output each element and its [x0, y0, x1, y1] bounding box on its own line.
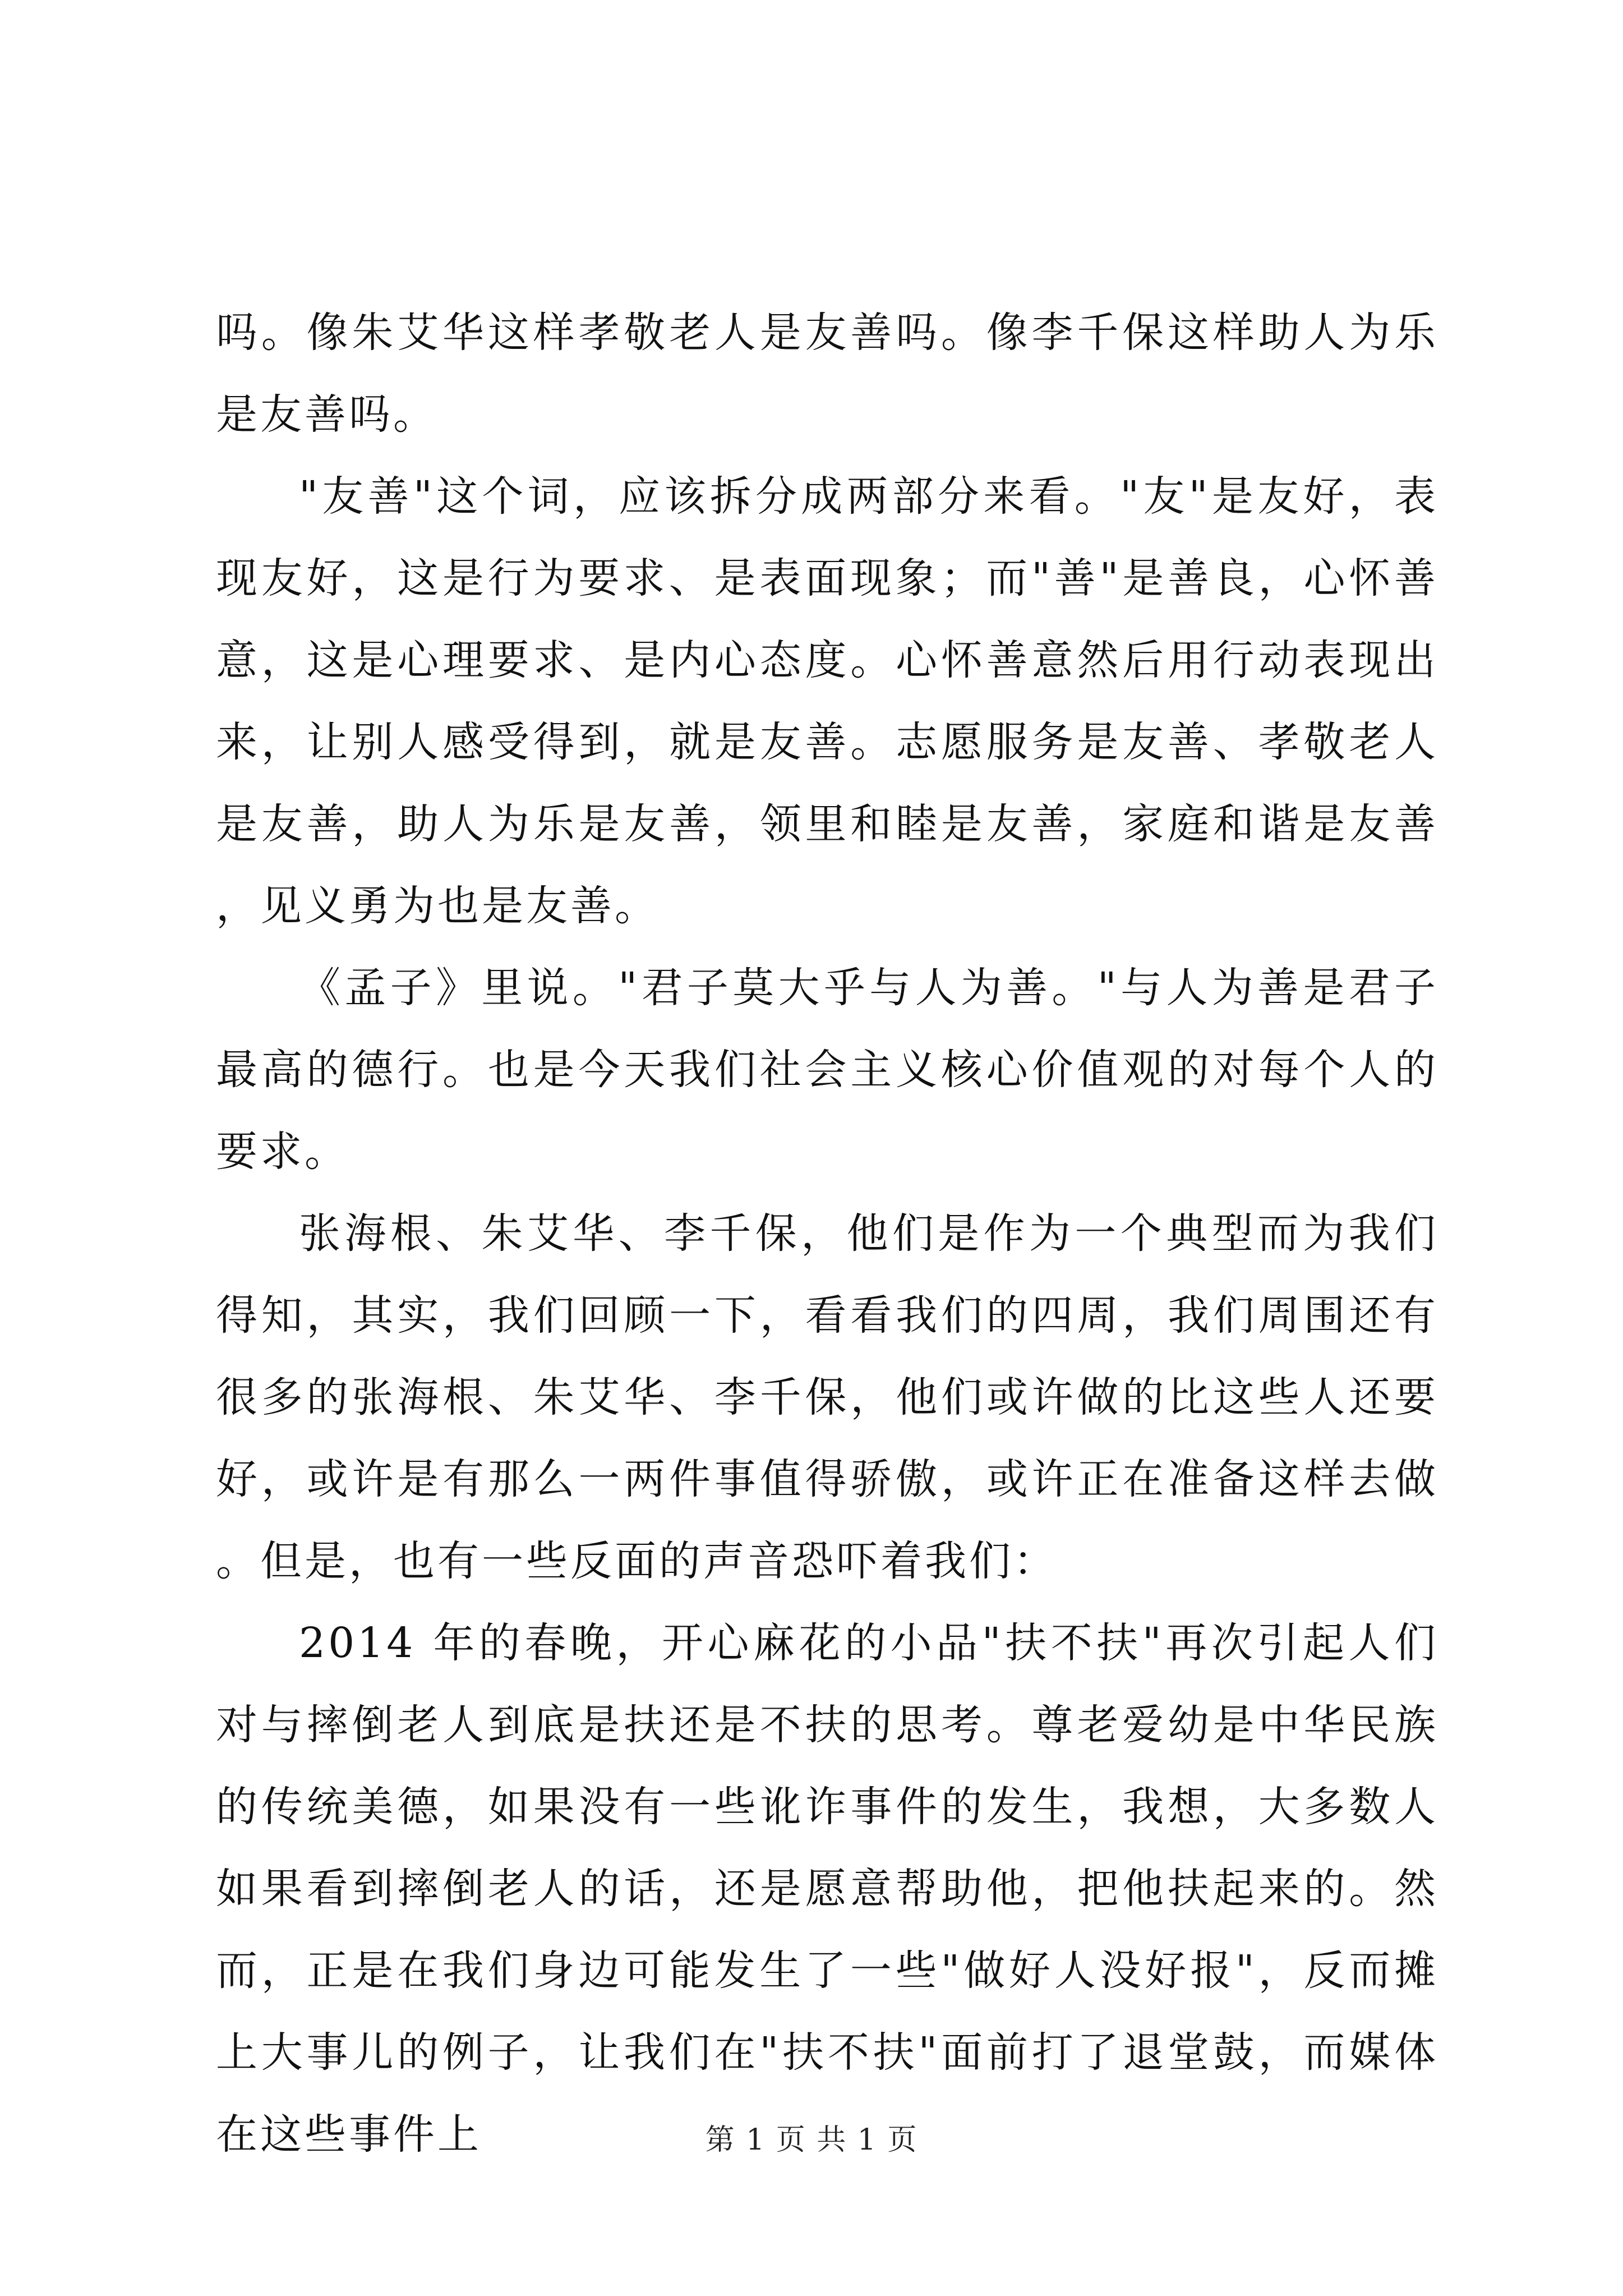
- paragraph-1: 吗。像朱艾华这样孝敬老人是友善吗。像李千保这样助人为乐是友善吗。: [216, 309, 1438, 439]
- paragraph-3: 《孟子》里说。"君子莫大乎与人为善。"与人为善是君子最高的德行。也是今天我们社会主义核心价值观的对每个人的要求。: [216, 964, 1438, 1176]
- document-body: [216, 292, 1438, 2175]
- paragraph-5: 2014 年的春晚，开心麻花的小品"扶不扶"再次引起人们对与摔倒老人到底是扶还是不扶的思考。尊老爱幼是中华民族的传统美德，如果没有一些讹诈事件的发生，我想，大多数人如果看到摔倒老人的话，还是愿意帮助他，把他扶起来的。然而，正是在我们身边可能发生了一些"做好人没好报"，反而摊上大事儿的例子，让我们在"扶不扶"面前打了退堂鼓，而媒体在这些事件上: [216, 1619, 1438, 2159]
- paragraph-4: 张海根、朱艾华、李千保，他们是作为一个典型而为我们得知，其实，我们回顾一下，看看我们的四周，我们周围还有很多的张海根、朱艾华、李千保，他们或许做的比这些人还要好，或许是有那么一两件事值得骄傲，或许正在准备这样去做。但是，也有一些反面的声音恐吓着我们：: [216, 1209, 1438, 1585]
- paragraph-2: "友善"这个词，应该拆分成两部分来看。"友"是友好，表现友好，这是行为要求、是表面现象；而"善"是善良，心怀善意，这是心理要求、是内心态度。心怀善意然后用行动表现出来，让别人感受得到，就是友善。志愿服务是友善、孝敬老人是友善，助人为乐是友善，领里和睦是友善，家庭和谐是友善，见义勇为也是友善。: [216, 472, 1438, 930]
- page-number-footer: 第 1 页 共 1 页: [705, 2123, 918, 2157]
